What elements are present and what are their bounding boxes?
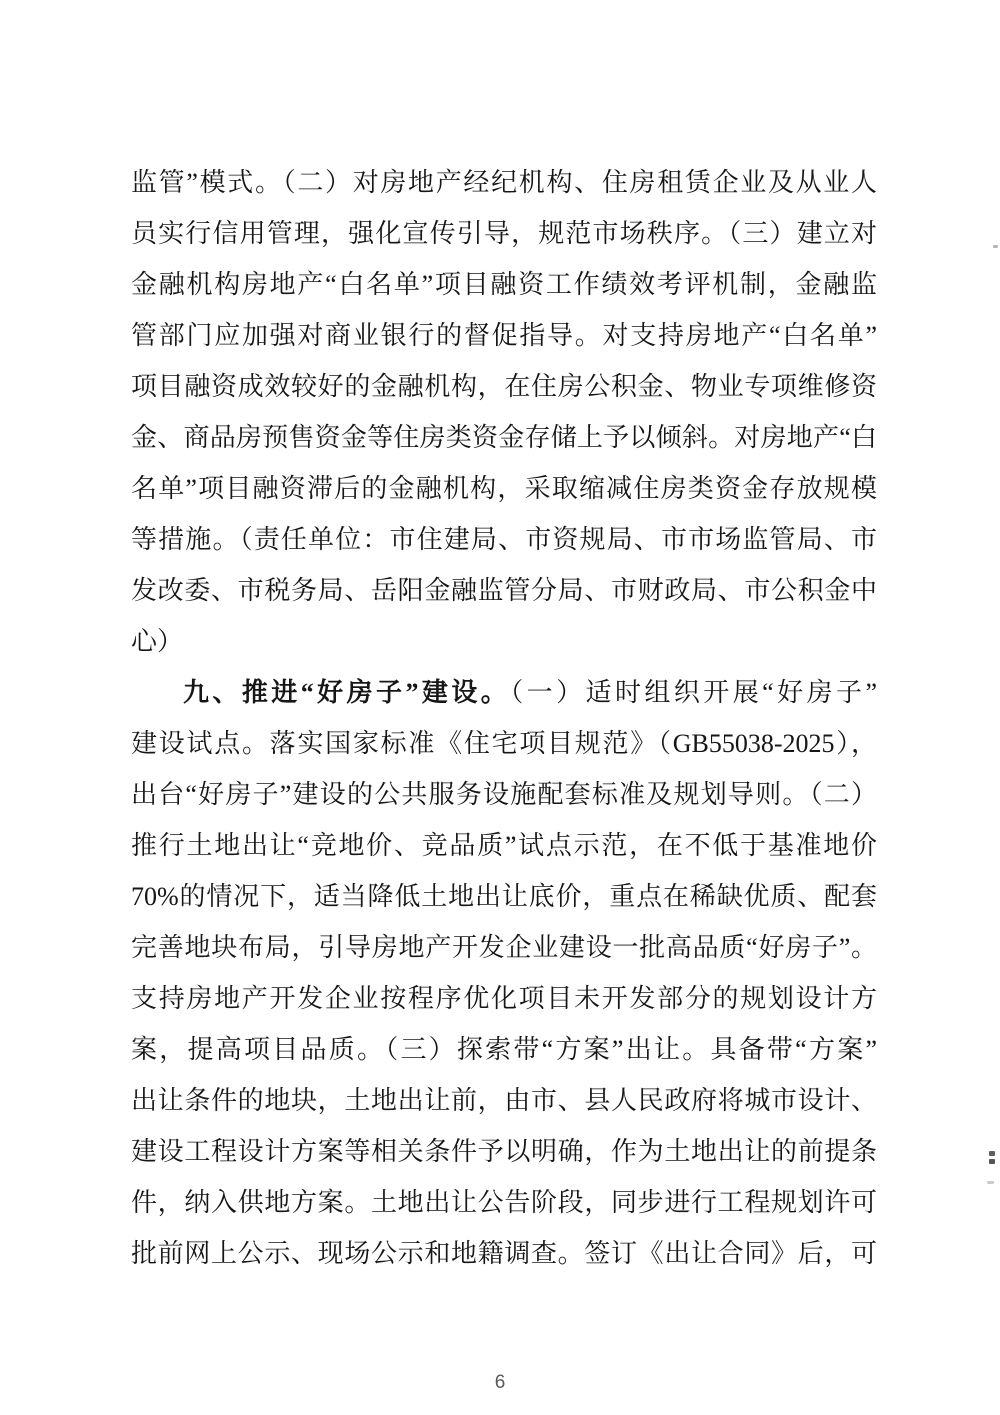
- section-heading-bold: 九、推进“好房子”建设。: [183, 678, 511, 707]
- body-line: 心）: [131, 627, 184, 656]
- body-line: 等措施。（责任单位：市住建局、市资规局、市市场监管局、市: [131, 525, 877, 554]
- page-number: 6: [494, 1372, 506, 1393]
- body-line: 出让条件的地块，土地出让前，由市、县人民政府将城市设计、: [131, 1086, 877, 1115]
- body-line: 发改委、市税务局、岳阳金融监管分局、市财政局、市公积金中: [131, 576, 877, 605]
- body-line: 监管”模式。（二）对房地产经纪机构、住房租赁企业及从业人: [131, 168, 877, 197]
- body-line: 金融机构房地产“白名单”项目融资工作绩效考评机制，金融监: [131, 270, 877, 299]
- body-line: 建设试点。落实国家标准《住宅项目规范》（GB55038-2025），: [131, 729, 877, 758]
- section-heading-line: [131, 667, 877, 718]
- body-line: 建设工程设计方案等相关条件予以明确，作为土地出让的前提条: [131, 1137, 877, 1166]
- body-line: 批前网上公示、现场公示和地籍调查。签订《出让合同》后，可: [131, 1239, 877, 1268]
- body-line: 项目融资成效较好的金融机构，在住房公积金、物业专项维修资: [131, 372, 877, 401]
- body-line: 出台“好房子”建设的公共服务设施配套标准及规划导则。（二）: [131, 780, 877, 809]
- scan-speck: [989, 1159, 995, 1164]
- section-heading-rest: （一）适时组织开展“好房子”: [510, 678, 877, 707]
- body-line: 完善地块布局，引导房地产开发企业建设一批高品质“好房子”。: [131, 933, 877, 962]
- scan-speck: [989, 1151, 995, 1156]
- document-body: [131, 157, 877, 1279]
- body-line: 案，提高项目品质。（三）探索带“方案”出让。具备带“方案”: [131, 1035, 877, 1064]
- body-line: 70%的情况下，适当降低土地出让底价，重点在稀缺优质、配套: [131, 882, 877, 911]
- body-line: 管部门应加强对商业银行的督促指导。对支持房地产“白名单”: [131, 321, 877, 350]
- body-line: 支持房地产开发企业按程序优化项目未开发部分的规划设计方: [131, 984, 877, 1013]
- scan-speck: [987, 1181, 994, 1184]
- body-line: 名单”项目融资滞后的金融机构，采取缩减住房类资金存放规模: [131, 474, 877, 503]
- scan-speck: [993, 245, 998, 248]
- body-line: 件，纳入供地方案。土地出让公告阶段，同步进行工程规划许可: [131, 1188, 877, 1217]
- body-line: 金、商品房预售资金等住房类资金存储上予以倾斜。对房地产“白: [131, 423, 877, 452]
- body-line: 推行土地出让“竞地价、竞品质”试点示范，在不低于基准地价: [131, 831, 877, 860]
- body-line: 员实行信用管理，强化宣传引导，规范市场秩序。（三）建立对: [131, 219, 877, 248]
